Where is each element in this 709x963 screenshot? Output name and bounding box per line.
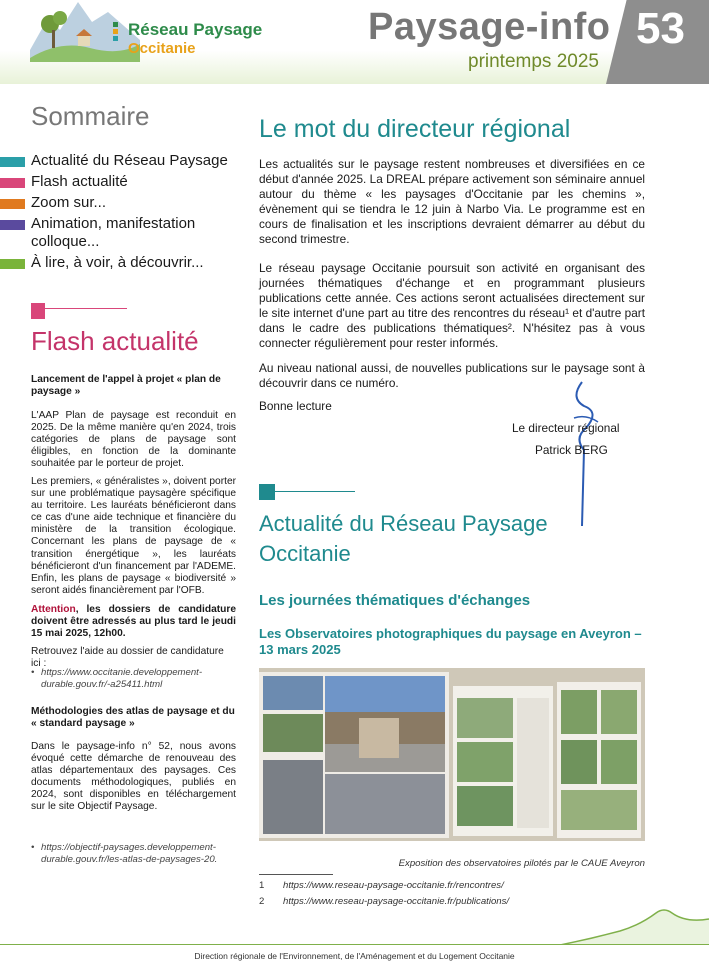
- director-section-title: Le mot du directeur régional: [259, 115, 571, 143]
- article-paragraph: L'AAP Plan de paysage est reconduit en 2025. De la même manière qu'en 2024, trois catégories de plans de paysage sont éligibles, en fonction de la dominante souhaitée par le porteur de projet.: [31, 410, 236, 470]
- help-text: Retrouvez l'aide au dossier de candidature ici :: [31, 646, 224, 670]
- sommaire-item-actualite[interactable]: [0, 152, 231, 170]
- logo-dots: [113, 22, 118, 43]
- page-header: [0, 0, 709, 84]
- footnote-rule: [259, 874, 333, 875]
- footnote-link[interactable]: https://www.reseau-paysage-occitanie.fr/rencontres/: [283, 880, 504, 891]
- photo-caption: Exposition des observatoires pilotés par le CAUE Aveyron: [398, 858, 645, 869]
- footnote: [259, 880, 504, 891]
- section-color-swatch: [0, 178, 25, 188]
- aap-link[interactable]: • https://www.occitanie.developpement-durable.gouv.fr/-a25411.html: [31, 667, 236, 691]
- sommaire-item-a-lire[interactable]: [0, 254, 231, 272]
- footnote-number: 2: [259, 896, 265, 907]
- footer-rule: [0, 944, 709, 945]
- section-color-swatch: [0, 220, 25, 230]
- section-color-swatch: [0, 157, 25, 167]
- footnote-number: 1: [259, 880, 265, 891]
- logo-text-line2: Occitanie: [128, 40, 196, 57]
- sommaire-item-label: Zoom sur...: [31, 194, 107, 211]
- actualite-section-title: Actualité du Réseau Paysage Occitanie: [259, 511, 548, 566]
- sommaire-item-zoom[interactable]: [0, 194, 231, 212]
- closing-line: Bonne lecture: [259, 399, 332, 413]
- atlas-link[interactable]: • https://objectif-paysages.developpement-durable.gouv.fr/les-atlas-de-paysages-20.: [31, 842, 236, 866]
- section-marker: [259, 484, 275, 500]
- attention-notice: Attention, les dossiers de candidature doivent être adressés au plus tard le jeudi 15 mai 2025, 12h00.: [31, 604, 236, 640]
- season-label: printemps 2025: [468, 51, 599, 72]
- sommaire-title: Sommaire: [31, 101, 150, 131]
- footnote: [259, 896, 509, 907]
- director-paragraph: Le réseau paysage Occitanie poursuit son activité en organisant des journées thématiques d'échange et en programmant plusieurs publications cette année. Ces actions seront actualisées directement sur le site internet d'une part au titre des rencontres du réseau¹ et d'autre part dans le cadre des publications thématiques². N'hésitez pas à vous connecter régulièrement pour rester informés.: [259, 261, 645, 350]
- signature-role: Le directeur régional: [512, 421, 620, 435]
- director-paragraph: Les actualités sur le paysage restent nombreuses et diversifiées en ce début d'année 2025. La DREAL prépare activement son séminaire annuel autour du thème « les paysages d'Occitanie par les chemins », évènement qui se tiendra le 12 juin à Narbo Via. Le programme est en cours de finalisation et les inscriptions devraient démarrer au début du second trimestre.: [259, 157, 645, 246]
- subsection-title: Les journées thématiques d'échanges: [259, 592, 531, 609]
- hill-decoration-icon: [560, 905, 709, 945]
- section-color-swatch: [0, 259, 25, 269]
- section-color-swatch: [0, 199, 25, 209]
- section-rule: [275, 491, 355, 492]
- article-paragraph: Dans le paysage-info n° 52, nous avons évoqué cette démarche de renouveau des atlas départementaux des paysages. Ces documents méthodologiques, publiés en 2024, sont disponibles en téléchargement sur le site Objectif Paysage.: [31, 741, 236, 813]
- issue-number: 53: [636, 4, 685, 53]
- sommaire-item-label: À lire, à voir, à découvrir...: [31, 254, 204, 271]
- sommaire-list: [0, 152, 231, 275]
- article-title: Méthodologies des atlas de paysage et du « standard paysage »: [31, 706, 235, 730]
- section-rule: [45, 308, 127, 309]
- sommaire-item-label: Flash actualité: [31, 173, 128, 190]
- article-title: Lancement de l'appel à projet « plan de paysage »: [31, 374, 221, 398]
- logo-text-line1: Réseau Paysage: [128, 20, 263, 39]
- event-title: Les Observatoires photographiques du paysage en Aveyron – 13 mars 2025: [259, 626, 642, 657]
- footnote-link[interactable]: https://www.reseau-paysage-occitanie.fr/publications/: [283, 896, 510, 907]
- signature-name: Patrick BERG: [535, 443, 608, 457]
- sommaire-item-animation[interactable]: [0, 215, 231, 251]
- article-paragraph: Les premiers, « généralistes », doivent porter sur une problématique paysagère spécifique au territoire. Les lauréats bénéficieront dans ce cas d'une aide technique et financière du ministère de la transition écologique. Concernant les plans de paysage de « transition énergétique », les lauréats bénéficieront d'un financement par l'ADEME. Enfin, les plans de paysage « biodiversité » seront aidés financièrement par l'OFB.: [31, 476, 236, 596]
- section-marker: [31, 303, 45, 319]
- landscape-logo-icon: [30, 0, 140, 62]
- sommaire-item-label: Actualité du Réseau Paysage: [31, 152, 228, 169]
- sommaire-item-label: Animation, manifestation colloque...: [31, 215, 196, 250]
- director-paragraph: Au niveau national aussi, de nouvelles publications sur le paysage sont à découvrir dans ce numéro.: [259, 361, 645, 390]
- newsletter-title: Paysage-info: [368, 6, 611, 48]
- exhibition-photo: [259, 668, 645, 841]
- sommaire-item-flash[interactable]: [0, 173, 231, 191]
- flash-section-title: Flash actualité: [31, 326, 199, 356]
- footer-text: Direction régionale de l'Environnement, de l'Aménagement et du Logement Occitanie: [194, 951, 515, 961]
